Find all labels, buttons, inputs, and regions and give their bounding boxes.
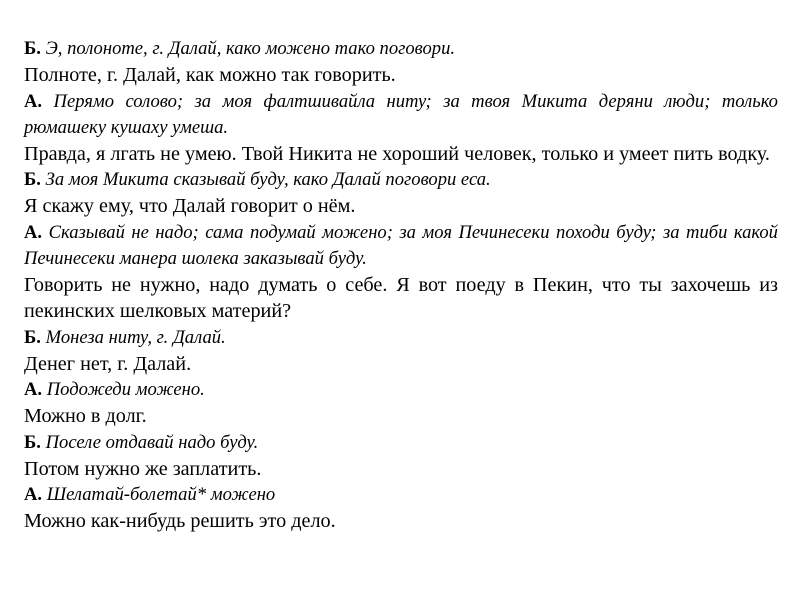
- translation-line: Говорить не нужно, надо думать о себе. Я вот поеду в Пекин, что ты захочешь из пекинских шелковых материй?: [24, 273, 778, 322]
- translation-line: Можно как-нибудь решить это дело.: [24, 510, 336, 532]
- pidgin-line: [24, 377, 778, 403]
- dialogue-entry-8: [24, 482, 778, 535]
- pidgin-text: Перямо солово; за моя фалтшивайла ниту; за твоя Микита деряни люди; только рюмашеку кушаху умеша.: [24, 90, 778, 138]
- translation-line: Можно в долг.: [24, 405, 147, 427]
- pidgin-text: Подожеди можено.: [46, 379, 205, 400]
- translation-line: Потом нужно же заплатить.: [24, 457, 262, 480]
- pidgin-line: [24, 482, 778, 508]
- pidgin-line: [24, 89, 778, 141]
- translation-line: Правда, я лгать не умею. Твой Никита не хороший человек, только и умеет пить водку.: [24, 142, 770, 165]
- speaker-label: Б.: [24, 326, 41, 348]
- dialogue-entry-1: [24, 36, 778, 89]
- speaker-label: А.: [24, 484, 43, 505]
- speaker-label: А.: [24, 221, 43, 243]
- dialogue-entry-2: [24, 89, 778, 168]
- pidgin-line: [24, 220, 778, 272]
- translation-line: Полноте, г. Далай, как можно так говорить.: [24, 64, 396, 86]
- dialogue-entry-3: [24, 167, 778, 220]
- speaker-label: Б.: [24, 431, 41, 453]
- pidgin-text: Поселе отдавай надо буду.: [45, 431, 259, 453]
- speaker-label: А.: [24, 379, 43, 400]
- dialogue-entry-7: [24, 430, 778, 483]
- pidgin-text: Шелатай-болетай* можено: [46, 484, 276, 505]
- pidgin-text: Монеза ниту, г. Далай.: [45, 326, 226, 348]
- pidgin-text: Э, полоноте, г. Далай, како можено тако поговори.: [45, 38, 456, 59]
- translation-line: Я скажу ему, что Далай говорит о нём.: [24, 195, 356, 217]
- speaker-label: Б.: [24, 38, 41, 59]
- pidgin-line: [24, 167, 778, 193]
- pidgin-text: За моя Микита сказывай буду, како Далай поговори еса.: [45, 169, 491, 190]
- pidgin-text: Сказывай не надо; сама подумай можено; за моя Печинесеки походи буду; за тиби какой Печинесеки манера шолека заказывай буду.: [24, 221, 778, 269]
- dialogue-entry-5: [24, 325, 778, 378]
- dialogue-entry-4: [24, 220, 778, 325]
- dialogue-entry-6: [24, 377, 778, 430]
- speaker-label: А.: [24, 90, 43, 112]
- pidgin-line: [24, 36, 778, 62]
- pidgin-line: [24, 325, 778, 351]
- pidgin-line: [24, 430, 778, 456]
- translation-line: Денег нет, г. Далай.: [24, 352, 192, 375]
- speaker-label: Б.: [24, 169, 41, 190]
- dialogue-slide: [24, 36, 778, 535]
